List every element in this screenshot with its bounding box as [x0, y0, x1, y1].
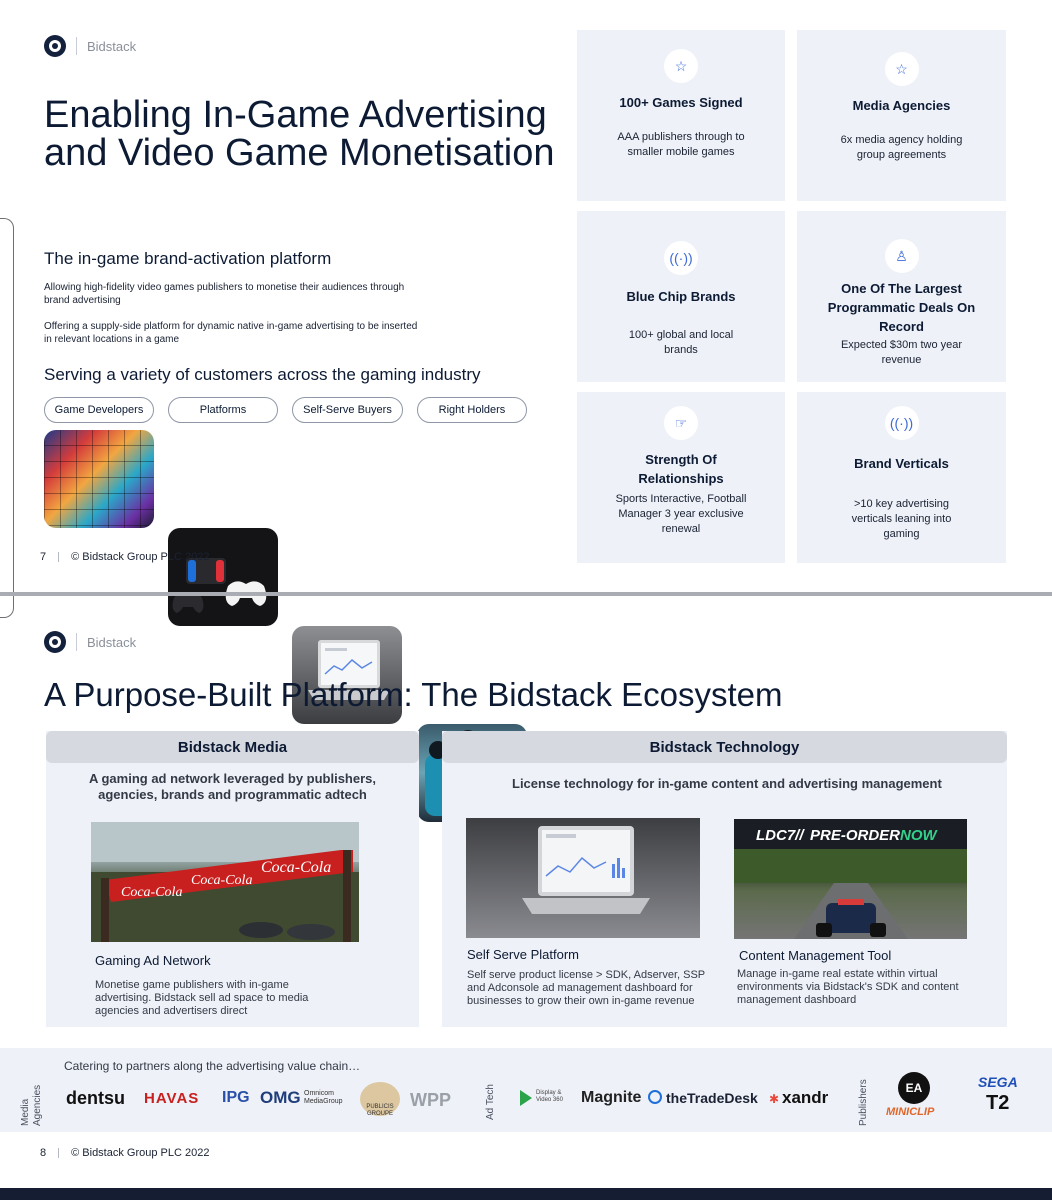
page-number: 8	[40, 1147, 47, 1159]
stat-card-brand-verticals	[797, 392, 1006, 563]
slide-subtitle: The in-game brand-activation platform	[44, 249, 332, 268]
xandr-star-icon: ✱	[769, 1092, 780, 1106]
laptop-dashboard-illustration	[466, 818, 700, 938]
self-serve-platform-image	[466, 818, 700, 938]
copyright: © Bidstack Group PLC 2022	[71, 1147, 210, 1159]
self-serve-platform-text: Self serve product license > SDK, Adserver, SSP and Adconsole ad management dashboard for businesses to grow their own in-game revenue	[467, 969, 705, 1007]
stat-card-games-signed	[577, 30, 785, 201]
page-divider	[0, 592, 1052, 596]
self-serve-platform-title: Self Serve Platform	[467, 947, 579, 962]
intro-paragraph-2: Offering a supply-side platform for dynamic native in-game advertising to be inserted in relevant locations in a game	[44, 321, 418, 345]
card-title: Brand Verticals	[854, 456, 949, 471]
slide2-footer	[40, 1147, 209, 1159]
game-developers-image	[44, 430, 154, 528]
brand-separator	[76, 37, 77, 55]
broadcast-icon: ((·))	[664, 241, 698, 275]
content-management-text: Manage in-game real estate within virtual environments via Bidstack's SDK and content management dashboard	[737, 968, 959, 1006]
logo-dv360: Display & Video 360	[536, 1090, 563, 1103]
card-title: Blue Chip Brands	[626, 289, 736, 304]
star-icon: ☆	[885, 52, 919, 86]
race-game-illustration	[734, 819, 967, 939]
stat-card-relationships	[577, 392, 785, 563]
coca-cola-billboard-illustration	[91, 822, 359, 942]
tradedesk-icon	[648, 1090, 662, 1104]
logo-wpp: WPP	[410, 1090, 452, 1110]
card-title: Media Agencies	[852, 98, 951, 113]
coca-cola-logo-1: Coca-Cola	[121, 885, 183, 900]
gaming-ad-network-image	[91, 822, 359, 942]
brand-name: Bidstack	[87, 634, 137, 650]
customer-pill-game-developers: Game Developers	[44, 397, 154, 423]
footer-separator	[58, 1148, 59, 1158]
footer-separator	[58, 552, 59, 562]
race-banner-preorder: PRE-ORDER	[810, 827, 901, 844]
logo-publicis: PUBLICIS GROUPE	[366, 1104, 394, 1117]
card-title: One Of The Largest Programmatic Deals On Record	[827, 281, 976, 334]
partners-heading: Catering to partners along the advertising value chain…	[64, 1059, 361, 1073]
logo-havas: HAVAS	[144, 1090, 200, 1107]
bidstack-logo-icon	[44, 35, 66, 57]
label-media-agencies: Media Agencies	[20, 1084, 43, 1126]
card-text: Expected $30m two year revenue	[840, 339, 963, 366]
bidstack-media-subtitle: A gaming ad network leveraged by publishers, agencies, brands and programmatic adtech	[88, 771, 377, 802]
customer-pill-platforms: Platforms	[168, 397, 278, 423]
logo-xandr: xandr	[782, 1088, 829, 1107]
customer-pill-self-serve-buyers: Self-Serve Buyers	[292, 397, 403, 423]
label-ad-tech: Ad Tech	[485, 1084, 496, 1120]
page-number: 7	[40, 551, 47, 563]
gaming-ad-network-text: Monetise game publishers with in-game advertising. Bidstack sell ad space to media agencies and advertisers direct	[95, 979, 309, 1017]
race-banner-now: NOW	[900, 827, 937, 844]
logo-t2: T2	[986, 1092, 1010, 1114]
user-icon: ♙	[885, 239, 919, 273]
logo-sega: SEGA	[978, 1074, 1018, 1090]
brand-header	[44, 35, 136, 57]
controllers-illustration	[168, 528, 278, 626]
card-text: 100+ global and local brands	[628, 329, 734, 356]
slide-title: Enabling In-Game Advertising and Video Game Monetisation	[44, 94, 555, 174]
stat-card-programmatic-deals	[797, 211, 1006, 382]
bidstack-logo-icon	[44, 631, 66, 653]
bidstack-technology-subtitle: License technology for in-game content and advertising management	[512, 776, 942, 791]
gaming-ad-network-title: Gaming Ad Network	[95, 953, 211, 968]
card-text: AAA publishers through to smaller mobile games	[617, 131, 745, 158]
content-management-title: Content Management Tool	[739, 948, 892, 963]
stat-card-blue-chip-brands	[577, 211, 785, 382]
card-text: >10 key advertising verticals leaning into gaming	[851, 498, 952, 540]
slide1-footer	[40, 551, 209, 563]
race-banner-ldc: LDC7//	[756, 827, 804, 844]
intro-paragraph-1: Allowing high-fidelity video games publishers to monetise their audiences through brand advertising	[44, 282, 405, 306]
dv360-play-icon	[520, 1090, 532, 1106]
platforms-image	[168, 528, 278, 626]
customers-heading: Serving a variety of customers across the gaming industry	[44, 365, 481, 384]
bottom-bar	[0, 1188, 1052, 1200]
logo-miniclip: MINICLIP	[886, 1106, 935, 1118]
star-icon: ☆	[664, 49, 698, 83]
brand-name: Bidstack	[87, 38, 137, 54]
handshake-icon: ☞	[664, 406, 698, 440]
logo-thetradedesk: theTradeDesk	[666, 1090, 758, 1106]
card-text: 6x media agency holding group agreements	[840, 134, 963, 161]
coca-cola-logo-2: Coca-Cola	[191, 873, 253, 888]
coca-cola-logo-3: Coca-Cola	[261, 859, 332, 876]
card-title: 100+ Games Signed	[619, 95, 743, 110]
stat-card-media-agencies	[797, 30, 1006, 201]
label-publishers: Publishers	[858, 1079, 869, 1126]
bidstack-media-header: Bidstack Media	[46, 731, 419, 763]
brand-header-2	[44, 631, 136, 653]
bidstack-technology-header: Bidstack Technology	[442, 731, 1007, 763]
logo-dentsu: dentsu	[66, 1088, 126, 1108]
logo-ipg: IPG	[222, 1089, 250, 1106]
copyright: © Bidstack Group PLC 2022	[71, 551, 210, 563]
customer-pill-right-holders: Right Holders	[417, 397, 527, 423]
content-management-image	[734, 819, 967, 939]
card-text: Sports Interactive, Football Manager 3 year exclusive renewal	[615, 493, 747, 535]
logo-magnite: Magnite	[581, 1089, 642, 1106]
logo-omnicom: Omnicom MediaGroup	[304, 1090, 343, 1105]
card-title: Strength Of Relationships	[638, 452, 724, 486]
broadcast-icon: ((·))	[885, 406, 919, 440]
logo-omg: OMG	[260, 1088, 301, 1107]
brand-separator	[76, 633, 77, 651]
logo-ea: EA	[898, 1072, 930, 1104]
slide2-title: A Purpose-Built Platform: The Bidstack Ecosystem	[44, 676, 783, 713]
page-edge-bracket	[0, 218, 14, 618]
